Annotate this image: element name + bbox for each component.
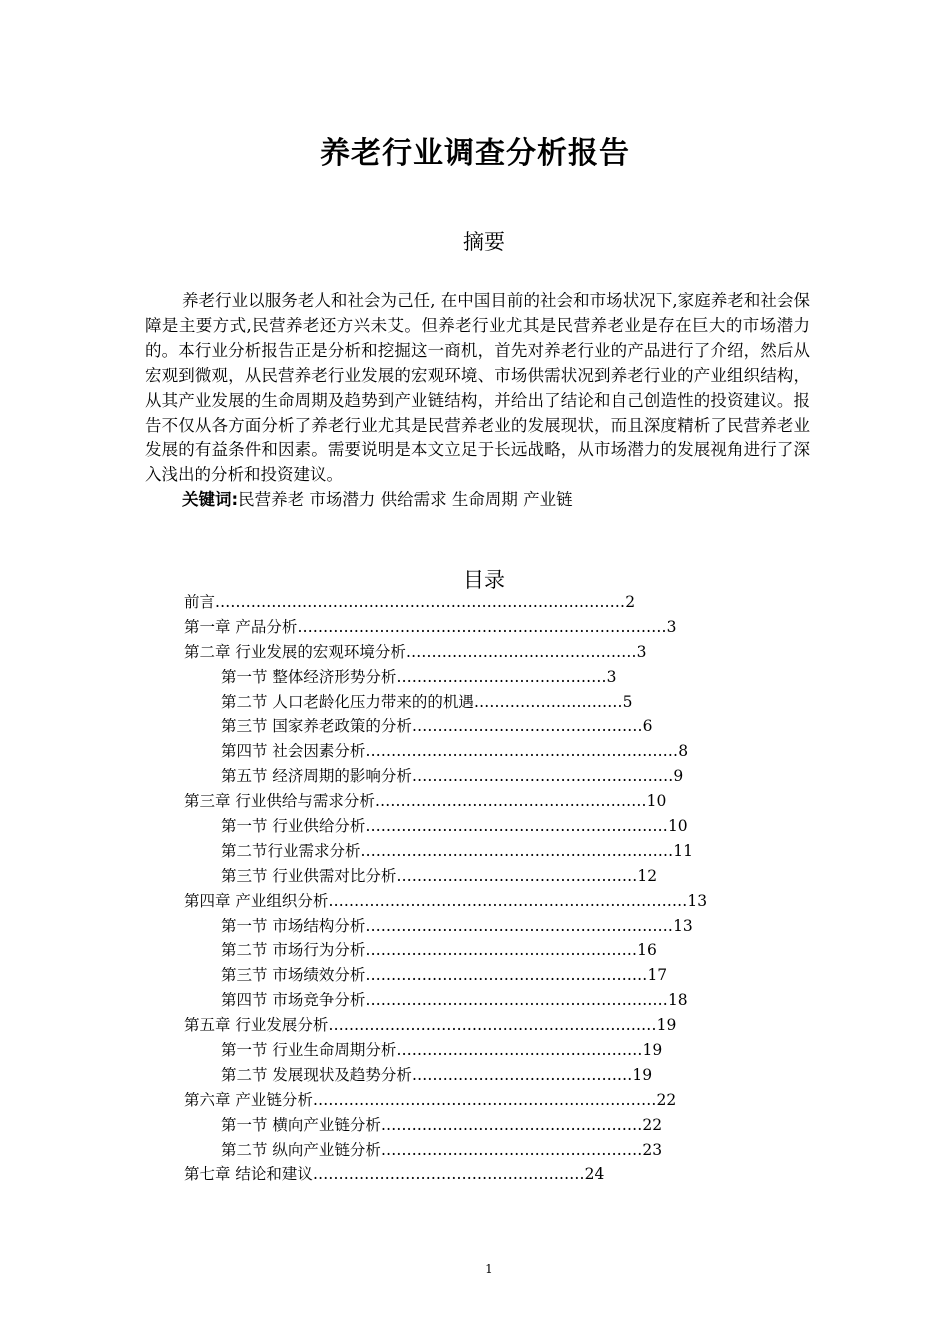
toc-entry[interactable] [184, 590, 744, 615]
toc-entry-page: 19 [632, 1065, 653, 1084]
toc-entry-leader: ........................................................... [365, 991, 668, 1010]
toc-entry[interactable] [184, 714, 744, 739]
toc-entry-leader: ............................................................ [365, 916, 674, 935]
toc-entry-page: 9 [673, 767, 684, 786]
toc-entry-label: 前言 [184, 593, 216, 611]
toc-entry-page: 6 [642, 717, 653, 736]
toc-entry-page: 22 [642, 1115, 663, 1134]
abstract-text: 养老行业以服务老人和社会为己任, 在中国目前的社会和市场状况下,家庭养老和社会保障是主要方式,民营养老还方兴未艾。但养老行业尤其是民营养老业是存在巨大的市场潜力的。本行业分析报告正是分析和挖掘这一商机，首先对养老行业的产品进行了介绍，然后从宏观到微观，从民营养老行业发展的宏观环境、市场供需状况到养老行业的产业组织结构，从其产业发展的生命周期及趋势到产业链结构，并给出了结论和自己创造性的投资建议。报告不仅从各方面分析了养老行业尤其是民营养老业的发展现状，而且深度精析了民营养老业发展的有益条件和因素。需要说明是本文立足于长远战略，从市场潜力的发展视角进行了深入浅出的分析和投资建议。 [145, 291, 810, 485]
toc-entry-leader: ................................................................ [328, 1016, 657, 1035]
toc-entry-leader: ......................................... [396, 667, 607, 686]
toc-entry-page: 3 [606, 667, 617, 686]
toc-entry-label: 第四章 产业组织分析 [184, 891, 329, 910]
toc-entry-label: 第五节 经济周期的影响分析 [221, 767, 412, 786]
toc-entry-label: 第六章 产业链分析 [184, 1090, 313, 1109]
toc-entry-page: 10 [667, 817, 688, 836]
toc-entry-page: 19 [656, 1016, 677, 1035]
keywords-label: 关键词: [182, 490, 239, 510]
toc-entry-leader: ............................. [473, 692, 623, 711]
toc-entry-leader: ..................................................... [374, 792, 647, 811]
toc-entry-leader: ............................................................. [365, 742, 679, 761]
toc-entry-leader: ........................................................................ [297, 617, 667, 636]
toc-entry-page: 11 [673, 841, 693, 860]
toc-entry-page: 18 [667, 991, 688, 1010]
toc-entry[interactable] [184, 1113, 744, 1138]
toc-entry-label: 第四节 社会因素分析 [221, 742, 366, 761]
toc-entry-label: 第三节 国家养老政策的分析 [221, 717, 412, 736]
toc-entry-page: 24 [584, 1165, 605, 1184]
document-title: 养老行业调查分析报告 [320, 136, 630, 171]
toc-entry-leader: ..................................................... [312, 1165, 585, 1184]
toc-entry-page: 10 [646, 792, 667, 811]
page-number: 1 [485, 1262, 493, 1276]
toc-entry-leader: ................................................... [411, 767, 674, 786]
toc-entry[interactable] [184, 615, 744, 640]
toc-entry[interactable] [184, 739, 744, 764]
toc-entry-leader: ........................................... [411, 1065, 633, 1084]
toc-entry-page: 22 [656, 1090, 677, 1109]
toc-entry-label: 第一章 产品分析 [184, 617, 298, 636]
toc-entry[interactable] [184, 814, 744, 839]
toc-entry-page: 17 [647, 966, 668, 985]
toc-entry[interactable] [184, 1088, 744, 1113]
toc-entry[interactable] [184, 640, 744, 665]
abstract-section [145, 289, 810, 513]
toc-entry-page: 3 [666, 617, 677, 636]
toc-entry-label: 第一节 市场结构分析 [221, 916, 366, 935]
keywords-line [145, 488, 810, 513]
toc-entry-leader: ...................................................................... [328, 891, 688, 910]
toc-entry[interactable] [184, 1013, 744, 1038]
toc-entry[interactable] [184, 839, 744, 864]
toc-entry-page: 19 [642, 1041, 663, 1060]
toc-entry-leader: ........................................................... [365, 817, 668, 836]
toc-entry-page: 3 [636, 642, 647, 661]
toc-entry[interactable] [184, 938, 744, 963]
toc-entry-leader: ................................................... [380, 1140, 643, 1159]
toc-entry-page: 8 [678, 742, 689, 761]
toc-entry-leader: ................................................ [396, 1041, 643, 1060]
toc-entry-label: 第一节 整体经济形势分析 [221, 667, 397, 686]
toc-entry-label: 第二节 市场行为分析 [221, 941, 366, 960]
toc-entry-page: 23 [642, 1140, 663, 1159]
abstract-heading: 摘要 [463, 230, 505, 254]
toc-entry-label: 第二章 行业发展的宏观环境分析 [184, 642, 406, 661]
toc-entry[interactable] [184, 764, 744, 789]
toc-entry-leader: ............................................. [405, 642, 637, 661]
toc-entry[interactable] [184, 1162, 744, 1187]
toc-entry-leader: ..................................................... [365, 941, 638, 960]
toc-entry-page: 13 [673, 916, 693, 935]
toc-entry-leader: ................................................... [380, 1115, 643, 1134]
toc-entry[interactable] [184, 1138, 744, 1163]
toc-entry[interactable] [184, 1063, 744, 1088]
toc-entry-label: 第一节 横向产业链分析 [221, 1115, 381, 1134]
toc-entry-leader: ............................................... [396, 866, 638, 885]
toc-entry-page: 2 [625, 593, 636, 611]
toc-entry-leader: ................................................................................ [215, 593, 626, 611]
toc-entry[interactable] [184, 789, 744, 814]
toc-entry-label: 第五章 行业发展分析 [184, 1016, 329, 1035]
toc-entry-leader: ....................................................... [365, 966, 648, 985]
toc-entry-label: 第二节 人口老龄化压力带来的的机遇 [221, 692, 474, 711]
toc-entry-label: 第一节 行业供给分析 [221, 817, 366, 836]
toc-entry-label: 第七章 结论和建议 [184, 1165, 313, 1184]
toc-entry-label: 第三章 行业供给与需求分析 [184, 792, 375, 811]
toc-entry[interactable] [184, 963, 744, 988]
toc-entry[interactable] [184, 690, 744, 715]
toc-entry[interactable] [184, 864, 744, 889]
toc-entry-label: 第二节 纵向产业链分析 [221, 1140, 381, 1159]
toc-entry[interactable] [184, 665, 744, 690]
toc-entry[interactable] [184, 988, 744, 1013]
toc-entry[interactable] [184, 889, 744, 914]
toc-entry-page: 12 [637, 866, 658, 885]
toc-entry-label: 第二节 发展现状及趋势分析 [221, 1065, 412, 1084]
toc-entry-leader: ................................................................... [312, 1090, 657, 1109]
toc-entry-page: 16 [637, 941, 657, 960]
toc-heading: 目录 [463, 568, 505, 592]
toc-entry-label: 第一节 行业生命周期分析 [221, 1041, 397, 1060]
toc-entry-label: 第二节行业需求分析 [221, 841, 361, 860]
toc-entry-page: 5 [622, 692, 633, 711]
toc-entry-leader: ............................................. [411, 717, 643, 736]
toc-entry-label: 第三节 行业供需对比分析 [221, 866, 397, 885]
toc-entry[interactable] [184, 1038, 744, 1063]
table-of-contents [184, 590, 744, 1187]
keywords-text: 民营养老 市场潜力 供给需求 生命周期 产业链 [238, 490, 573, 510]
toc-entry-page: 13 [687, 891, 708, 910]
toc-entry-label: 第四节 市场竞争分析 [221, 991, 366, 1010]
toc-entry-label: 第三节 市场绩效分析 [221, 966, 366, 985]
toc-entry-leader: ............................................................. [360, 841, 674, 860]
toc-entry[interactable] [184, 914, 744, 939]
